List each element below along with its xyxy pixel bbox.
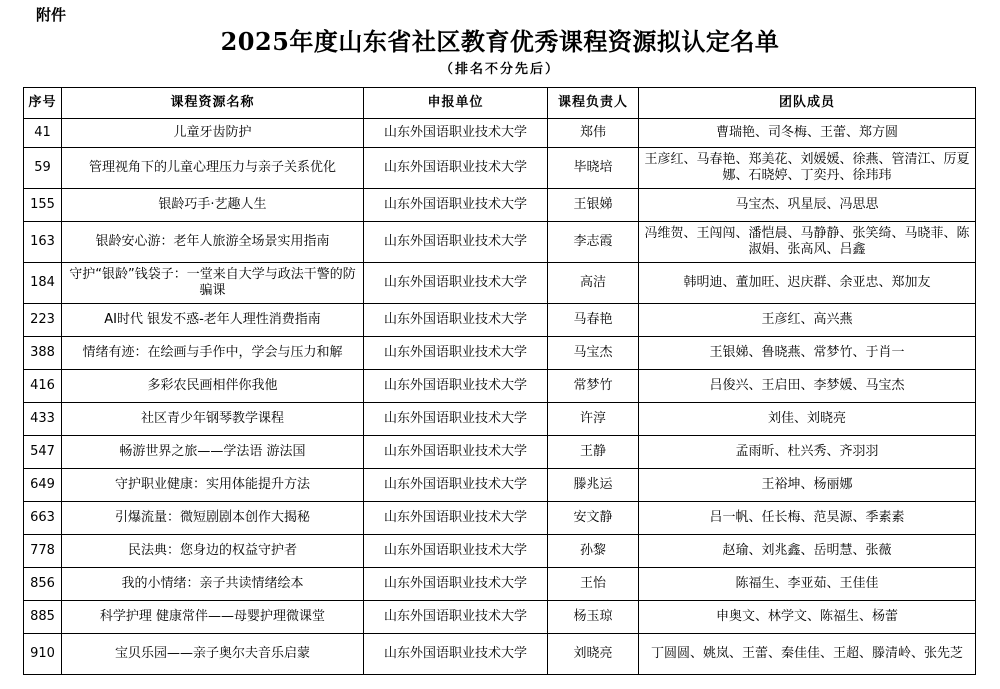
cell-team: 马宝杰、巩星辰、冯思思 [639, 189, 976, 222]
cell-no: 547 [24, 436, 62, 469]
cell-unit: 山东外国语职业技术大学 [364, 370, 548, 403]
header-unit: 申报单位 [364, 88, 548, 119]
cell-team: 申奥文、林学文、陈福生、杨蕾 [639, 601, 976, 634]
cell-course-name: 畅游世界之旅——学法语 游法国 [62, 436, 364, 469]
table-header-row [24, 88, 976, 119]
header-no: 序号 [24, 88, 62, 119]
cell-lead: 滕兆运 [548, 469, 639, 502]
cell-no: 59 [24, 148, 62, 189]
cell-unit: 山东外国语职业技术大学 [364, 304, 548, 337]
cell-lead: 马春艳 [548, 304, 639, 337]
table-row [24, 370, 976, 403]
cell-no: 223 [24, 304, 62, 337]
cell-unit: 山东外国语职业技术大学 [364, 469, 548, 502]
table-body [24, 119, 976, 675]
table-row [24, 119, 976, 148]
cell-course-name: 科学护理 健康常伴——母婴护理微课堂 [62, 601, 364, 634]
cell-no: 649 [24, 469, 62, 502]
cell-unit: 山东外国语职业技术大学 [364, 148, 548, 189]
table-row [24, 601, 976, 634]
cell-course-name: 守护“银龄”钱袋子：一堂来自大学与政法干警的防骗课 [62, 263, 364, 304]
cell-unit: 山东外国语职业技术大学 [364, 535, 548, 568]
cell-no: 155 [24, 189, 62, 222]
table-row [24, 403, 976, 436]
cell-course-name: 民法典：您身边的权益守护者 [62, 535, 364, 568]
cell-lead: 王怡 [548, 568, 639, 601]
cell-unit: 山东外国语职业技术大学 [364, 337, 548, 370]
cell-no: 416 [24, 370, 62, 403]
cell-course-name: 银龄巧手·艺趣人生 [62, 189, 364, 222]
table-row [24, 634, 976, 675]
cell-unit: 山东外国语职业技术大学 [364, 403, 548, 436]
cell-course-name: AI时代 银发不惑-老年人理性消费指南 [62, 304, 364, 337]
cell-team: 刘佳、刘晓亮 [639, 403, 976, 436]
cell-unit: 山东外国语职业技术大学 [364, 568, 548, 601]
cell-team: 赵瑜、刘兆鑫、岳明慧、张薇 [639, 535, 976, 568]
cell-team: 王银娣、鲁晓燕、常梦竹、于肖一 [639, 337, 976, 370]
table-row [24, 304, 976, 337]
cell-course-name: 多彩农民画相伴你我他 [62, 370, 364, 403]
cell-lead: 安文静 [548, 502, 639, 535]
cell-unit: 山东外国语职业技术大学 [364, 502, 548, 535]
table-row [24, 148, 976, 189]
cell-course-name: 社区青少年钢琴教学课程 [62, 403, 364, 436]
cell-lead: 杨玉琼 [548, 601, 639, 634]
cell-lead: 刘晓亮 [548, 634, 639, 675]
cell-course-name: 守护职业健康：实用体能提升方法 [62, 469, 364, 502]
cell-unit: 山东外国语职业技术大学 [364, 189, 548, 222]
cell-course-name: 管理视角下的儿童心理压力与亲子关系优化 [62, 148, 364, 189]
cell-unit: 山东外国语职业技术大学 [364, 222, 548, 263]
cell-no: 184 [24, 263, 62, 304]
cell-team: 吕一帆、任长梅、范昊源、季素素 [639, 502, 976, 535]
cell-no: 433 [24, 403, 62, 436]
cell-team: 曹瑞艳、司冬梅、王蕾、郑方圆 [639, 119, 976, 148]
table-row [24, 469, 976, 502]
header-course-name: 课程资源名称 [62, 88, 364, 119]
cell-team: 王彦红、马春艳、郑美花、刘媛媛、徐燕、管清江、厉夏娜、石晓婷、丁奕丹、徐玮玮 [639, 148, 976, 189]
cell-no: 388 [24, 337, 62, 370]
cell-unit: 山东外国语职业技术大学 [364, 601, 548, 634]
cell-team: 王彦红、高兴燕 [639, 304, 976, 337]
cell-lead: 郑伟 [548, 119, 639, 148]
cell-course-name: 情绪有迹：在绘画与手作中，学会与压力和解 [62, 337, 364, 370]
table-row [24, 222, 976, 263]
cell-lead: 毕晓培 [548, 148, 639, 189]
course-list-table [23, 87, 976, 675]
header-lead: 课程负责人 [548, 88, 639, 119]
cell-lead: 王静 [548, 436, 639, 469]
header-team: 团队成员 [639, 88, 976, 119]
cell-course-name: 儿童牙齿防护 [62, 119, 364, 148]
cell-team: 王裕坤、杨丽娜 [639, 469, 976, 502]
document-title: 2025年度山东省社区教育优秀课程资源拟认定名单 [220, 27, 780, 56]
cell-no: 885 [24, 601, 62, 634]
table-row [24, 568, 976, 601]
table-row [24, 502, 976, 535]
cell-lead: 王银娣 [548, 189, 639, 222]
cell-no: 663 [24, 502, 62, 535]
cell-lead: 孙黎 [548, 535, 639, 568]
cell-team: 陈福生、李亚茹、王佳佳 [639, 568, 976, 601]
cell-unit: 山东外国语职业技术大学 [364, 119, 548, 148]
cell-unit: 山东外国语职业技术大学 [364, 634, 548, 675]
table-row [24, 436, 976, 469]
cell-course-name: 银龄安心游：老年人旅游全场景实用指南 [62, 222, 364, 263]
table-row [24, 189, 976, 222]
cell-lead: 高洁 [548, 263, 639, 304]
attachment-label: 附件 [36, 6, 67, 24]
cell-team: 冯维贺、王闯闯、潘恺晨、马静静、张笑绮、马晓菲、陈淑娟、张高风、吕鑫 [639, 222, 976, 263]
cell-team: 吕俊兴、王启田、李梦媛、马宝杰 [639, 370, 976, 403]
cell-no: 856 [24, 568, 62, 601]
cell-team: 孟雨昕、杜兴秀、齐羽羽 [639, 436, 976, 469]
table-row [24, 337, 976, 370]
cell-lead: 李志霞 [548, 222, 639, 263]
cell-team: 韩明迪、董加旺、迟庆群、余亚忠、郑加友 [639, 263, 976, 304]
cell-no: 910 [24, 634, 62, 675]
cell-lead: 许淳 [548, 403, 639, 436]
table-row [24, 535, 976, 568]
cell-course-name: 宝贝乐园——亲子奥尔夫音乐启蒙 [62, 634, 364, 675]
document-subtitle: （排名不分先后） [439, 62, 560, 77]
cell-unit: 山东外国语职业技术大学 [364, 436, 548, 469]
table-row [24, 263, 976, 304]
cell-no: 41 [24, 119, 62, 148]
cell-unit: 山东外国语职业技术大学 [364, 263, 548, 304]
cell-course-name: 我的小情绪：亲子共读情绪绘本 [62, 568, 364, 601]
cell-no: 778 [24, 535, 62, 568]
cell-no: 163 [24, 222, 62, 263]
cell-course-name: 引爆流量：微短剧剧本创作大揭秘 [62, 502, 364, 535]
cell-lead: 马宝杰 [548, 337, 639, 370]
cell-team: 丁圆圆、姚岚、王蕾、秦佳佳、王超、滕清岭、张先芝 [639, 634, 976, 675]
cell-lead: 常梦竹 [548, 370, 639, 403]
